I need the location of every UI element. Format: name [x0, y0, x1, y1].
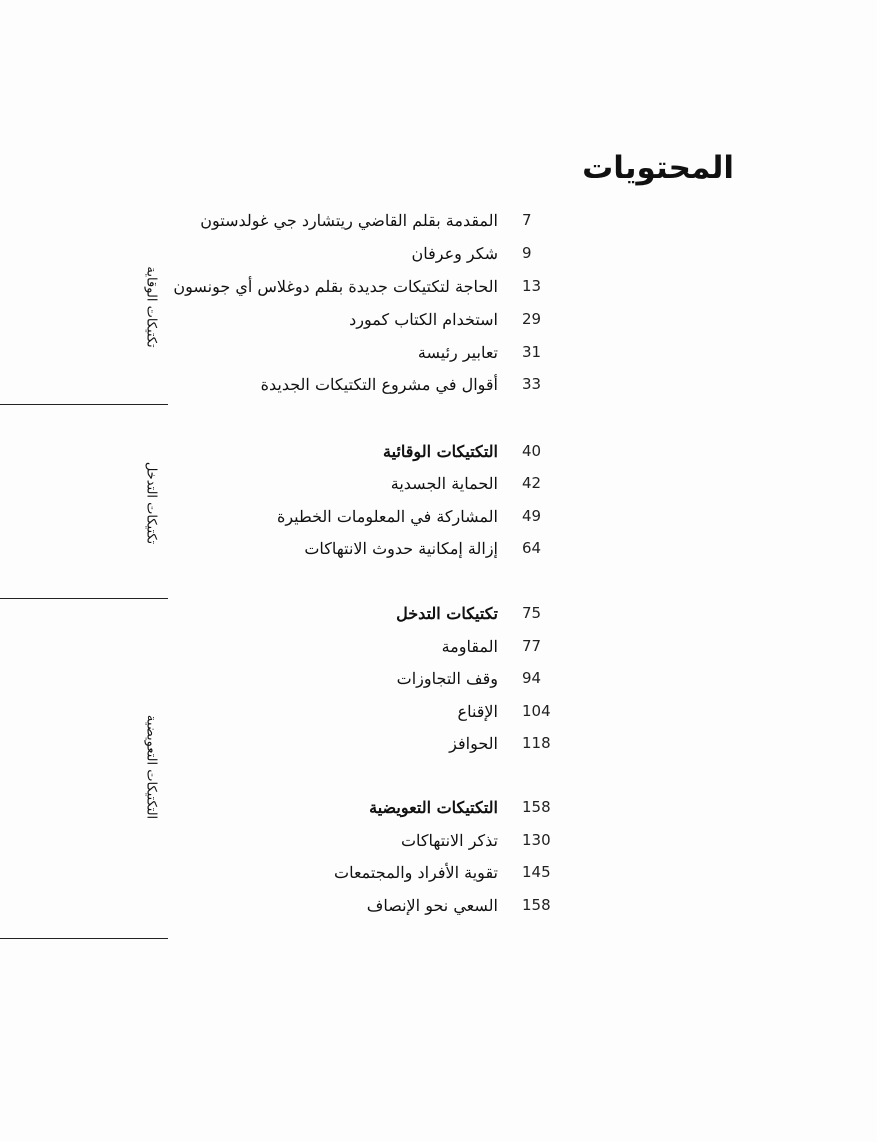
entry-title: شكر وعرفان: [411, 243, 498, 263]
toc-entry[interactable]: [304, 533, 572, 563]
entry-title: الحماية الجسدية: [390, 473, 498, 493]
page-number: 94: [522, 669, 542, 687]
toc-entry[interactable]: [277, 501, 572, 531]
toc-entry[interactable]: [349, 304, 572, 334]
toc-entry[interactable]: [397, 663, 572, 693]
page-number: 40: [522, 442, 542, 460]
toc-entry[interactable]: [458, 696, 572, 726]
page-number: 29: [522, 310, 542, 328]
entry-title: الإقناع: [457, 701, 498, 721]
page-number: 13: [522, 277, 542, 295]
entry-title: تعابير رئيسة: [417, 342, 498, 362]
page-number: 104: [522, 702, 551, 720]
page-number: 64: [522, 539, 542, 557]
entry-title: أقوال في مشروع التكتيكات الجديدة: [260, 374, 498, 394]
entry-title: وقف التجاوزات: [396, 668, 498, 688]
entry-title: إزالة إمكانية حدوث الانتهاكات: [304, 538, 498, 558]
entry-title: التكتيكات الوقائية: [383, 441, 498, 461]
toc-section-heading[interactable]: [369, 792, 572, 822]
page-number: 7: [522, 211, 532, 229]
page-number: 33: [522, 375, 542, 393]
page-number: 9: [522, 244, 532, 262]
toc-entry[interactable]: [367, 890, 572, 920]
page-number: 77: [522, 637, 542, 655]
page-number: 75: [522, 604, 542, 622]
entry-title: المقدمة بقلم القاضي ريتشارد جي غولدستون: [200, 210, 498, 230]
toc-entry[interactable]: [449, 728, 572, 758]
page-title: المحتويات: [582, 150, 734, 186]
entry-title: تقوية الأفراد والمجتمعات: [334, 862, 498, 882]
entry-title: المشاركة في المعلومات الخطيرة: [276, 506, 498, 526]
entry-title: الحاجة لتكتيكات جديدة بقلم دوغلاس أي جونسون: [173, 276, 498, 296]
toc-section-heading[interactable]: [396, 598, 572, 628]
toc-section-heading[interactable]: [383, 436, 572, 466]
entry-title: التكتيكات التعويضية: [369, 797, 498, 817]
toc-entry[interactable]: [261, 369, 572, 399]
entry-title: الحوافز: [449, 733, 498, 753]
toc-entry[interactable]: [334, 857, 572, 887]
page-number: 31: [522, 343, 542, 361]
page-number: 118: [522, 734, 551, 752]
page-number: 158: [522, 896, 551, 914]
toc-entry[interactable]: [391, 468, 572, 498]
page-number: 158: [522, 798, 551, 816]
entry-title: السعي نحو الإنصاف: [366, 895, 498, 915]
section-side-label: التكتيكات التعويضية: [143, 714, 159, 820]
section-divider: [0, 404, 168, 405]
entry-title: تكتيكات التدخل: [396, 603, 498, 623]
page-number: 49: [522, 507, 542, 525]
section-side-label: تكتيكات التدخل: [143, 461, 159, 545]
page-number: 145: [522, 863, 551, 881]
page-number: 42: [522, 474, 542, 492]
entry-title: تذكر الانتهاكات: [400, 830, 498, 850]
toc-entry[interactable]: [200, 205, 572, 235]
entry-title: المقاومة: [441, 636, 498, 656]
section-side-label: تكتيكات الوقاية: [143, 266, 159, 348]
toc-entry[interactable]: [418, 337, 572, 367]
page-number: 130: [522, 831, 551, 849]
toc-entry[interactable]: [442, 631, 572, 661]
toc-entry[interactable]: [401, 825, 572, 855]
section-divider: [0, 598, 168, 599]
toc-entry[interactable]: [173, 271, 572, 301]
toc-entry[interactable]: [411, 238, 572, 268]
section-divider: [0, 938, 168, 939]
entry-title: استخدام الكتاب كمورد: [349, 309, 498, 329]
